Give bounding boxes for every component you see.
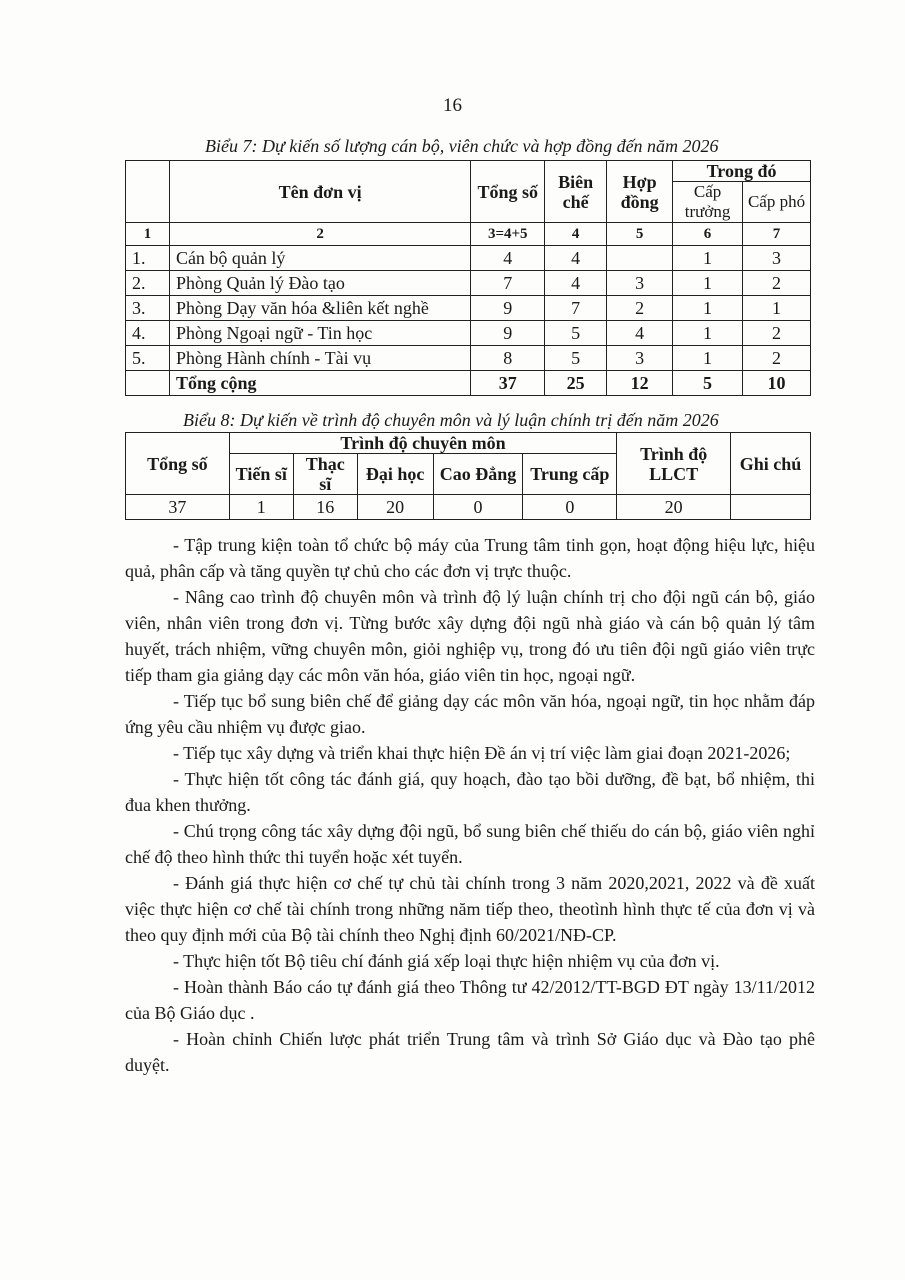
total-cell: 9 (471, 321, 545, 346)
unit-name-cell: Phòng Hành chính - Tài vụ (169, 346, 470, 371)
ghi-chu-header: Ghi chú (731, 433, 811, 495)
table-row (126, 346, 811, 371)
stt-cell: 2. (126, 271, 170, 296)
cap-pho-cell: 10 (743, 371, 811, 396)
hop-dong-cell: 2 (607, 296, 673, 321)
staff-plan-table (125, 160, 811, 396)
table-row (126, 271, 811, 296)
total-row (126, 371, 811, 396)
total-cell: 9 (471, 296, 545, 321)
page-number: 16 (443, 95, 462, 116)
total-cell: 4 (471, 246, 545, 271)
dai-hoc-cell: 20 (357, 495, 433, 520)
trung-cap-header: Trung cấp (523, 454, 617, 495)
cap-truong-cell: 1 (673, 346, 743, 371)
stt-header (126, 161, 170, 223)
cap-pho-cell: 3 (743, 246, 811, 271)
bien-che-header: Biên chế (545, 161, 607, 223)
hop-dong-header: Hợp đồng (607, 161, 673, 223)
hop-dong-cell: 12 (607, 371, 673, 396)
total-header: Tổng số (126, 433, 230, 495)
unit-name-cell: Phòng Quản lý Đào tạo (169, 271, 470, 296)
llct-cell: 20 (617, 495, 731, 520)
cap-truong-cell: 5 (673, 371, 743, 396)
bien-che-cell: 4 (545, 246, 607, 271)
hop-dong-cell: 4 (607, 321, 673, 346)
cao-dang-cell: 0 (433, 495, 523, 520)
body-text (125, 532, 815, 1078)
cao-dang-header: Cao Đẳng (433, 454, 523, 495)
bien-che-cell: 5 (545, 346, 607, 371)
unit-name-cell: Cán bộ quản lý (169, 246, 470, 271)
total-cell: 37 (471, 371, 545, 396)
total-header: Tổng số (471, 161, 545, 223)
cap-pho-cell: 2 (743, 321, 811, 346)
unit-name-cell: Phòng Ngoại ngữ - Tin học (169, 321, 470, 346)
bien-che-cell: 4 (545, 271, 607, 296)
table-row (126, 246, 811, 271)
hop-dong-cell: 3 (607, 346, 673, 371)
paragraph: - Tập trung kiện toàn tổ chức bộ máy của Trung tâm tinh gọn, hoạt động hiệu lực, hiệu quả, phân cấp và tăng quyền tự chủ cho các đơn vị trực thuộc. (125, 535, 815, 581)
chuyen-mon-header: Trình độ chuyên môn (229, 433, 616, 454)
paragraph: - Tiếp tục bổ sung biên chế để giảng dạy các môn văn hóa, ngoại ngữ, tin học nhằm đáp ứng yêu cầu nhiệm vụ được giao. (125, 691, 815, 737)
index-cell: 5 (607, 223, 673, 246)
table-row (126, 495, 811, 520)
cap-pho-cell: 2 (743, 346, 811, 371)
stt-cell: 4. (126, 321, 170, 346)
dai-hoc-header: Đại học (357, 454, 433, 495)
index-cell: 1 (126, 223, 170, 246)
index-cell: 4 (545, 223, 607, 246)
table7-caption: Biểu 7: Dự kiến số lượng cán bộ, viên chức và hợp đồng đến năm 2026 (205, 136, 719, 156)
paragraph: - Thực hiện tốt Bộ tiêu chí đánh giá xếp loại thực hiện nhiệm vụ của đơn vị. (173, 951, 720, 971)
table8-caption: Biểu 8: Dự kiến về trình độ chuyên môn và lý luận chính trị đến năm 2026 (183, 410, 719, 430)
trong-do-header: Trong đó (673, 161, 811, 182)
index-cell: 3=4+5 (471, 223, 545, 246)
cap-truong-cell: 1 (673, 246, 743, 271)
cap-truong-cell: 1 (673, 271, 743, 296)
unit-name-header: Tên đơn vị (169, 161, 470, 223)
trung-cap-cell: 0 (523, 495, 617, 520)
total-cell: 7 (471, 271, 545, 296)
cap-pho-cell: 1 (743, 296, 811, 321)
stt-cell: 1. (126, 246, 170, 271)
cap-pho-header: Cấp phó (743, 182, 811, 223)
table-row (126, 321, 811, 346)
stt-cell: 3. (126, 296, 170, 321)
cap-truong-cell: 1 (673, 321, 743, 346)
index-row (126, 223, 811, 246)
stt-cell (126, 371, 170, 396)
unit-name-cell: Phòng Dạy văn hóa &liên kết nghề (169, 296, 470, 321)
llct-header: Trình độ LLCT (617, 433, 731, 495)
table-row (126, 296, 811, 321)
index-cell: 7 (743, 223, 811, 246)
total-label: Tổng cộng (169, 371, 470, 396)
paragraph: - Hoàn thành Báo cáo tự đánh giá theo Thông tư 42/2012/TT-BGD ĐT ngày 13/11/2012 của Bộ Giáo dục . (125, 977, 815, 1023)
cap-truong-cell: 1 (673, 296, 743, 321)
ghi-chu-cell (731, 495, 811, 520)
index-cell: 2 (169, 223, 470, 246)
paragraph: - Hoàn chỉnh Chiến lược phát triển Trung tâm và trình Sở Giáo dục và Đào tạo phê duyệt. (125, 1029, 815, 1075)
paragraph: - Đánh giá thực hiện cơ chế tự chủ tài chính trong 3 năm 2020,2021, 2022 và đề xuất việc thực hiện cơ chế tài chính trong những năm tiếp theo, theotình hình thực tế của đơn vị và theo quy định mới của Bộ tài chính theo Nghị định 60/2021/NĐ-CP. (125, 873, 815, 945)
total-cell: 37 (126, 495, 230, 520)
paragraph: - Nâng cao trình độ chuyên môn và trình độ lý luận chính trị cho đội ngũ cán bộ, giáo viên, nhân viên trong đơn vị. Từng bước xây dựng đội ngũ nhà giáo và cán bộ quản lý tâm huyết, trách nhiệm, vững chuyên môn, giỏi nghiệp vụ, trong đó ưu tiên đội ngũ giáo viên trực tiếp tham gia giảng dạy các môn văn hóa, giáo viên tin học, ngoại ngữ. (125, 587, 815, 685)
thac-si-cell: 16 (293, 495, 357, 520)
thac-si-header: Thạc sĩ (293, 454, 357, 495)
cap-pho-cell: 2 (743, 271, 811, 296)
hop-dong-cell (607, 246, 673, 271)
paragraph: - Thực hiện tốt công tác đánh giá, quy hoạch, đào tạo bồi dưỡng, đề bạt, bổ nhiệm, thi đua khen thưởng. (125, 769, 815, 815)
total-cell: 8 (471, 346, 545, 371)
index-cell: 6 (673, 223, 743, 246)
paragraph: - Chú trọng công tác xây dựng đội ngũ, bổ sung biên chế thiếu do cán bộ, giáo viên nghỉ chế độ theo hình thức thi tuyển hoặc xét tuyển. (125, 821, 815, 867)
bien-che-cell: 7 (545, 296, 607, 321)
bien-che-cell: 25 (545, 371, 607, 396)
qualification-table (125, 432, 811, 520)
cap-truong-header: Cấp trưởng (673, 182, 743, 223)
stt-cell: 5. (126, 346, 170, 371)
tien-si-header: Tiến sĩ (229, 454, 293, 495)
tien-si-cell: 1 (229, 495, 293, 520)
bien-che-cell: 5 (545, 321, 607, 346)
hop-dong-cell: 3 (607, 271, 673, 296)
paragraph: - Tiếp tục xây dựng và triển khai thực hiện Đề án vị trí việc làm giai đoạn 2021-2026; (173, 743, 791, 763)
